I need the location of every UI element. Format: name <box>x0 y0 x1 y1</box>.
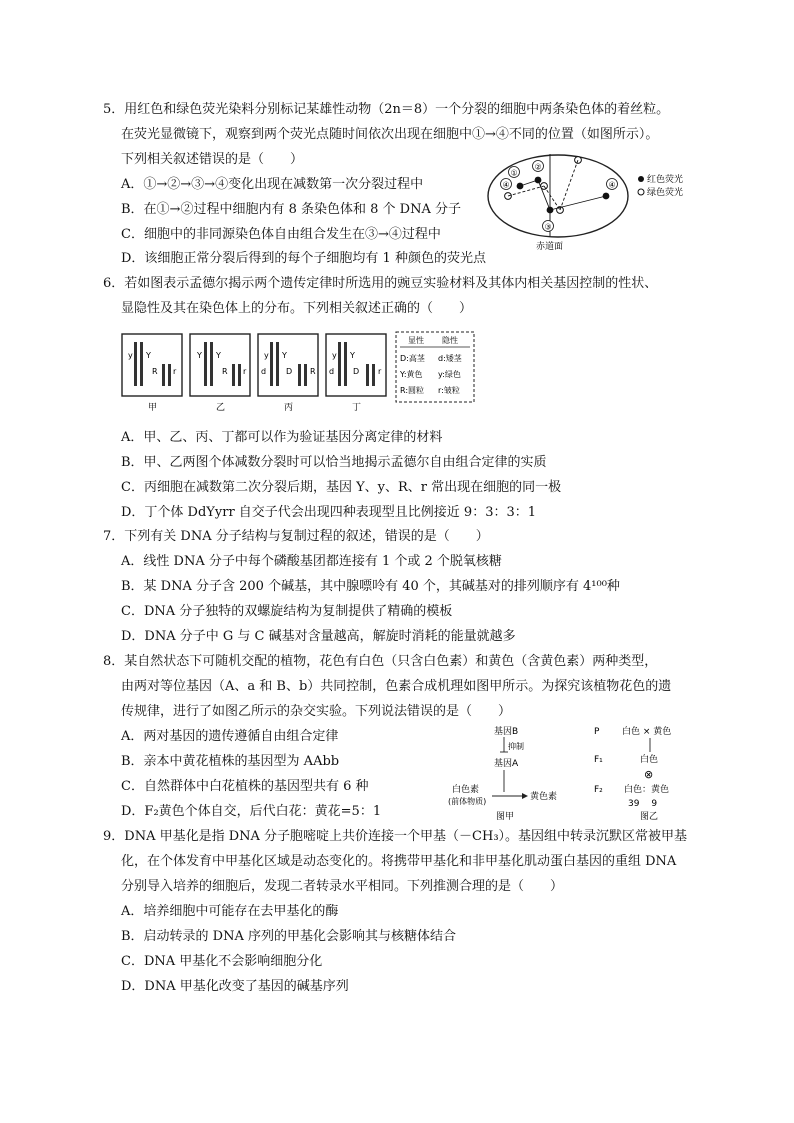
cell-jia <box>122 334 182 413</box>
gene-b-label: 基因B <box>494 727 519 737</box>
svg-text:r: r <box>243 367 247 376</box>
svg-text:r: r <box>173 367 177 376</box>
table-cell: D:高茎 <box>400 354 425 363</box>
q5-option-c[interactable]: C．细胞中的非同源染色体自由组合发生在③→④过程中 <box>121 227 441 242</box>
legend-green-label: 绿色荧光 <box>647 188 684 198</box>
svg-text:Y: Y <box>216 351 221 360</box>
q8-option-d[interactable]: D．F₂黄色个体自交，后代白花：黄花=5：1 <box>121 804 382 819</box>
q5-option-a[interactable]: A．①→②→③→④变化出现在减数第一次分裂过程中 <box>121 177 424 192</box>
table-cell: R:圆粒 <box>400 386 425 395</box>
f1-value: 白色 <box>640 755 659 765</box>
label-3: ③ <box>544 222 552 232</box>
q6-option-d[interactable]: D．丁个体 DdYyrr 自交子代会出现四种表现型且比例接近 9：3：3：1 <box>121 505 537 520</box>
svg-text:R: R <box>222 367 228 376</box>
q6-option-c[interactable]: C．丙细胞在减数第二次分裂后期，基因 Y、y、R、r 常出现在细胞的同一极 <box>121 480 562 495</box>
label-4a: ④ <box>502 180 510 190</box>
q9-option-b[interactable]: B．启动转录的 DNA 序列的甲基化会影响其与核糖体结合 <box>121 929 457 944</box>
q5-stem-line1: 5．用红色和绿色荧光染料分别标记某雄性动物（2n＝8）一个分裂的细胞中两条染色体的着丝粒。 <box>103 102 670 117</box>
q8-stem-line3: 传规律，进行了如图乙所示的杂交实验。下列说法错误的是（ ） <box>121 704 512 719</box>
q5-cell-diagram <box>486 150 708 252</box>
f2-label: F₂ <box>594 785 603 795</box>
svg-text:r: r <box>378 367 382 376</box>
q8-figure-yi <box>592 722 712 822</box>
gene-a-label: 基因A <box>494 759 519 769</box>
q5-option-b[interactable]: B．在①→②过程中细胞内有 8 条染色体和 8 个 DNA 分子 <box>121 202 461 217</box>
f2-phenotypes: 白色：黄色 <box>624 785 670 795</box>
label-2: ② <box>534 162 542 172</box>
table-cell: d:矮茎 <box>438 354 462 363</box>
table-cell: r:皱粒 <box>438 386 460 395</box>
q5-option-d[interactable]: D．该细胞正常分裂后得到的每个子细胞均有 1 种颜色的荧光点 <box>121 251 486 266</box>
label-bing: 丙 <box>284 403 294 413</box>
cell-ding <box>326 334 386 413</box>
label-yi: 乙 <box>216 403 226 413</box>
svg-text:y: y <box>128 351 133 360</box>
svg-text:D: D <box>286 367 293 376</box>
precursor-label: (前体物质) <box>448 797 487 806</box>
label-jia: 甲 <box>148 403 158 413</box>
cell-yi <box>190 334 250 413</box>
q5-stem-line2: 在荧光显微镜下，观察到两个荧光点随时间依次出现在细胞中①→④不同的位置（如图所示）。 <box>121 127 659 142</box>
svg-text:D: D <box>353 367 360 376</box>
label-4b: ④ <box>608 180 616 190</box>
svg-text:R: R <box>310 367 316 376</box>
q7-option-c[interactable]: C．DNA 分子独特的双螺旋结构为复制提供了精确的模板 <box>121 604 453 619</box>
q9-option-d[interactable]: D．DNA 甲基化改变了基因的碱基序列 <box>121 979 349 994</box>
q8-stem-line1: 8．某自然状态下可随机交配的植物，花色有白色（只含白色素）和黄色（含黄色素）两种类型， <box>103 654 658 669</box>
legend-green-dot <box>638 189 644 195</box>
q8-option-a[interactable]: A．两对基因的遗传遵循自由组合定律 <box>121 729 339 744</box>
q6-option-b[interactable]: B．甲、乙两图个体减数分裂时可以恰当地揭示孟德尔自由组合定律的实质 <box>121 455 547 470</box>
q8-stem-line2: 由两对等位基因（A、a 和 B、b）共同控制，色素合成机理如图甲所示。为探究该植物花色的遗 <box>121 679 672 694</box>
p-label: P <box>594 727 600 737</box>
q9-option-c[interactable]: C．DNA 甲基化不会影响细胞分化 <box>121 954 323 969</box>
q7-option-b[interactable]: B．某 DNA 分子含 200 个碱基，其中腺嘌呤有 40 个，其碱基对的排列顺序有 4¹⁰⁰种 <box>121 579 620 594</box>
f2-counts: 39 9 <box>628 799 658 809</box>
q9-stem-line3: 分别导入培养的细胞后，发现二者转录水平相同。下列推测合理的是（ ） <box>121 879 564 894</box>
svg-text:d: d <box>261 367 267 376</box>
q6-stem-line2: 显隐性及其在染色体上的分布。下列相关叙述正确的（ ） <box>121 301 473 316</box>
table-head-recessive: 隐性 <box>442 336 458 345</box>
p-cross: 白色 × 黄色 <box>622 727 672 737</box>
q7-stem: 7．下列有关 DNA 分子结构与复制过程的叙述，错误的是（ ） <box>103 529 489 544</box>
q9-stem-line2: 化，在个体发育中甲基化区域是动态变化的。将携带甲基化和非甲基化肌动蛋白基因的重组 DNA <box>121 854 677 869</box>
label-1: ① <box>510 168 518 178</box>
figure-jia-caption: 图甲 <box>496 812 515 822</box>
svg-text:Y: Y <box>282 351 287 360</box>
svg-text:Y: Y <box>197 351 202 360</box>
q8-option-b[interactable]: B．亲本中黄花植株的基因型为 AAbb <box>121 754 340 769</box>
q7-option-d[interactable]: D．DNA 分子中 G 与 C 碱基对含量越高，解旋时消耗的能量就越多 <box>121 629 516 644</box>
svg-text:y: y <box>332 351 337 360</box>
q5-stem-line3: 下列相关叙述错误的是（ ） <box>121 152 304 167</box>
f1-label: F₁ <box>594 755 603 765</box>
q6-option-a[interactable]: A．甲、乙、丙、丁都可以作为验证基因分离定律的材料 <box>121 430 443 445</box>
q9-option-a[interactable]: A．培养细胞中可能存在去甲基化的酶 <box>121 904 339 919</box>
label-ding: 丁 <box>352 403 362 413</box>
q8-figure-jia <box>448 722 568 822</box>
figure-yi-caption: 图乙 <box>640 812 659 822</box>
trait-table <box>396 332 474 402</box>
q8-option-c[interactable]: C．自然群体中白花植株的基因型共有 6 种 <box>121 779 369 794</box>
svg-text:R: R <box>152 367 158 376</box>
q7-option-a[interactable]: A．线性 DNA 分子中每个磷酸基团都连接有 1 个或 2 个脱氧核糖 <box>121 554 502 569</box>
table-head-dominant: 显性 <box>408 336 424 345</box>
q6-chromosome-figure <box>120 330 515 416</box>
selfing-icon: ⊗ <box>644 768 654 781</box>
white-pigment-label: 白色素 <box>452 785 480 795</box>
inhibit-label: 抑制 <box>508 742 524 751</box>
yellow-pigment-label: 黄色素 <box>530 792 558 802</box>
equatorial-plate-label: 赤道面 <box>536 242 564 252</box>
q9-stem-line1: 9．DNA 甲基化是指 DNA 分子胞嘧啶上共价连接一个甲基（－CH₃）。基因组中转录沉默区常被甲基 <box>103 829 688 844</box>
svg-text:y: y <box>264 351 269 360</box>
table-cell: Y:黄色 <box>400 370 423 379</box>
legend-red-label: 红色荧光 <box>647 175 684 185</box>
svg-text:Y: Y <box>146 351 151 360</box>
svg-text:d: d <box>329 367 335 376</box>
svg-text:Y: Y <box>350 351 355 360</box>
q6-stem-line1: 6．若如图表示孟德尔揭示两个遗传定律时所选用的豌豆实验材料及其体内相关基因控制的性状、 <box>103 276 658 291</box>
legend-red-dot <box>638 176 644 182</box>
table-cell: y:绿色 <box>438 370 461 379</box>
cell-bing <box>258 334 318 413</box>
